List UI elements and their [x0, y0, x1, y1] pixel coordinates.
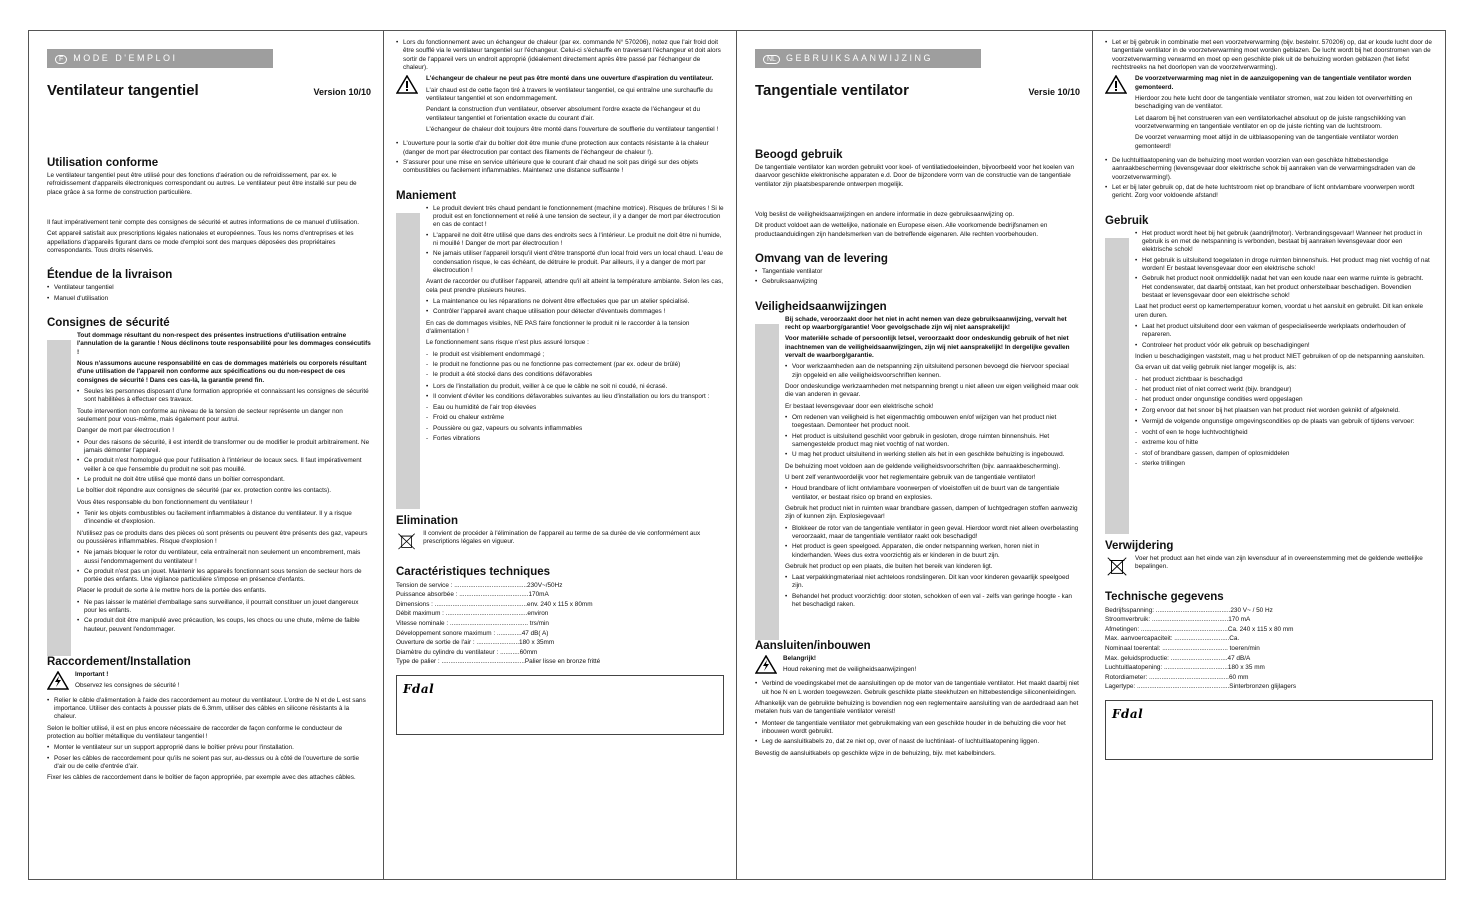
- paragraph: Houd rekening met de veiligheidsaanwijzingen!: [783, 665, 917, 673]
- paragraph: Avant de raccorder ou d'utiliser l'appareil, attendre qu'il ait atteint la température ambiante. Selon les cas, cela peut prendre plusieurs heures.: [426, 278, 723, 294]
- list-item: • L'ouverture pour la sortie d'air du boîtier doit être munie d'une protection aux contacts résistante à la chaleur (danger de mort par électrocution par contact des filaments de l'échangeur de chaleur !).: [403, 140, 724, 157]
- spec-line: Développement sonore maximum : ..............47 dB( A): [396, 629, 549, 637]
- list-item: • Houd brandbare of licht ontvlambare voorwerpen of vloeistoffen uit de buurt van de tangentiale ventilator, er bestaat risico op brand en explosies.: [792, 485, 1080, 502]
- warning-text: Voor materiële schade of persoonlijk letsel, veroorzaakt door ondeskundig gebruik of het niet inachtnemen van de veiligheidsaanwijzingen, zijn wij niet aansprakelijk! In dergelijke gevallen vervalt de waarborg/garantie.: [785, 335, 1070, 359]
- spec-line: Stroomverbruik: ...........................................170 mA: [1105, 616, 1251, 624]
- section-heading-safety: Consignes de sécurité: [47, 316, 170, 329]
- list-item: • Ce produit n'est homologué que pour l'utilisation à l'intérieur de locaux secs. Il faut impérativement veiller à ce que l'ensemble du produit ne soit pas mouillé.: [84, 457, 371, 474]
- spec-line: Nominaal toerental: ..................................... toeren/min: [1105, 645, 1260, 653]
- list-item: • Let er bij later gebruik op, dat de hete luchtstroom niet op brandbare of licht ontvlambare voorwerpen wordt gericht. Zorg voor voldoende afstand!: [1112, 184, 1433, 201]
- list-item: - stof of brandbare gassen, dampen of oplosmiddelen: [1142, 450, 1433, 458]
- list-item: - het product onder ongunstige condities werd opgeslagen: [1142, 396, 1433, 404]
- paragraph: Laat het product eerst op kamertemperatuur komen, voordat u het aansluit en gebruikt. Dit kan enkele uren duren.: [1135, 303, 1424, 319]
- list-item: • Il convient d'éviter les conditions défavorables suivantes au lieu d'installation ou lors du transport :: [433, 393, 724, 401]
- list-item: • Laat het product uitsluitend door een vakman of gespecialiseerde werkplaats onderhouden of repareren.: [1142, 323, 1433, 340]
- section-heading-use: Utilisation conforme: [47, 157, 159, 169]
- list-item: - le produit a été stocké dans des conditions défavorables: [433, 371, 724, 379]
- paragraph: Cet appareil satisfait aux prescriptions légales nationales et européennes. Tous les noms d'entreprises et les appellations d'appareils figurant dans ce mode d'emploi sont des marques déposées des propriétaires correspondants. Tous droits réservés.: [47, 230, 354, 254]
- page-fr-2: [383, 30, 737, 880]
- list-item: • Lors de l'installation du produit, veiller à ce que le câble ne soit ni coudé, ni écrasé.: [433, 383, 724, 391]
- list-item: • Relier le câble d'alimentation à l'aide des raccordement au moteur du ventilateur. L'ordre de N et de L est sans importance. Utiliser des contacts à pousser plats de 6.3mm, utiliser des câbles en silicone résistants à la chaleur.: [54, 697, 371, 722]
- warning-text: L'échangeur de chaleur ne peut pas être monté dans une ouverture d'aspiration du ventilateur.: [426, 75, 714, 83]
- list-item: • Le produit devient très chaud pendant le fonctionnement (machine motrice). Risques de brûlures ! Si le produit est en fonctionnement et relié à une tension de secteur, il y a danger de mort par électrocution en cas de contact !: [433, 205, 724, 230]
- paragraph: De behuizing moet voldoen aan de geldende veiligheidsvoorschriften (bijv. aanraakbescherming).: [785, 462, 1061, 470]
- paragraph: L'échangeur de chaleur doit toujours être monté dans l'ouverture de soufflerie du ventilateur tangentiel !: [426, 125, 719, 133]
- manual-banner: [755, 49, 981, 68]
- list-item: • Gebruiksaanwijzing: [762, 278, 1080, 286]
- list-item: - le produit ne fonctionne pas ou ne fonctionne pas correctement (par ex. odeur de brûlé): [433, 361, 724, 369]
- paragraph: Door ondeskundige werkzaamheden met netspanning brengt u niet alleen uw eigen veiligheid maar ook die van anderen in gevaar.: [785, 382, 1079, 399]
- spec-line: Vitesse nominale : ............................................ trs/min: [396, 620, 549, 628]
- list-item: - le produit est visiblement endommagé ;: [433, 351, 724, 359]
- paragraph: N'utilisez pas ce produits dans des pièces où sont présents ou peuvent être présents des gaz, vapeurs ou poussières inflammables. Risque d'explosion !: [77, 529, 368, 545]
- paragraph: Dit product voldoet aan de wettelijke, nationale en Europese eisen. Alle voorkomende bedrijfsnamen en productaanduidingen zijn handelsmerken van de betreffende eigenaren. Alle rechten voorbehouden.: [755, 222, 1048, 238]
- version-label: Version 10/10: [313, 87, 371, 97]
- list-item: • Seules les personnes disposant d'une formation appropriée et connaissant les consignes de sécurité sont habilitées à effectuer ces travaux.: [84, 388, 371, 405]
- spec-line: Lagertype: ....................................................Sinterbronzen glijlagers: [1105, 683, 1297, 691]
- spec-line: Débit maximum : ..............................................environ: [396, 610, 549, 618]
- list-item: • Ne jamais utiliser l'appareil lorsqu'il vient d'être transporté d'un local froid vers un local chaud. L'eau de condensation risque, le cas échéant, de détruire le produit. Par ailleurs, il y a danger de mort par électrocution !: [433, 250, 724, 275]
- paragraph: Voer het product aan het einde van zijn levensduur af in overeenstemming met de geldende wettelijke bepalingen.: [1135, 554, 1423, 570]
- important-label: Belangrijk!: [783, 654, 817, 662]
- paragraph: Pendant la construction d'un ventilateur, observer absolument l'ordre exacte de l'échangeur et du ventilateur tangentiel et l'orientation exacte du courant d'air.: [426, 106, 701, 122]
- list-item: • Manuel d'utilisation: [54, 295, 371, 303]
- list-item: • Om redenen van veiligheid is het eigenmachtig ombouwen en/of wijzigen van het product niet toegestaan. Demonteer het product nooit.: [792, 414, 1080, 431]
- list-item: • Ce produit n'est pas un jouet. Maintenir les appareils fonctionnant sous tension de secteur hors de portée des enfants. Une vigilance particulière s'impose en présence d'enfants.: [84, 568, 371, 585]
- list-item: • Het product is geen speelgoed. Apparaten, die onder netspanning werken, horen niet in kinderhanden. Wees dus extra voorzichtig als er kinderen in de buurt zijn.: [792, 543, 1080, 560]
- paragraph: Gebruik het product op een plaats, die buiten het bereik van kinderen ligt.: [785, 562, 993, 570]
- section-heading-use: Beoogd gebruik: [755, 149, 843, 161]
- brand-logo: Fdal: [1112, 707, 1144, 722]
- spec-line: Afmetingen: .................................................Ca. 240 x 115 x 80 mm: [1105, 625, 1294, 633]
- list-item: • Blokkeer de rotor van de tangentiale ventilator in geen geval. Hierdoor wordt niet alleen overbelasting veroorzaakt, maar de tangentiale ventilator raakt ook beschadigd!: [792, 525, 1080, 542]
- list-item: • Pour des raisons de sécurité, il est interdit de transformer ou de modifier le produit arbitrairement. Ne jamais démonter l'appareil.: [84, 439, 371, 456]
- list-item: - vocht of een te hoge luchtvochtigheid: [1142, 429, 1433, 437]
- list-item: • Ce produit doit être manipulé avec précaution, les coups, les chocs ou une chute, même de faible hauteur, peuvent l'endommager.: [84, 617, 371, 634]
- warning-text: Bij schade, veroorzaakt door het niet in acht nemen van deze gebruiksaanwijzing, vervalt het recht op waarborg/garantie! Voor gevolgschade zijn wij niet aansprakelijk!: [785, 315, 1067, 331]
- paragraph: Gebruik het product niet in ruimten waar brandbare gassen, dampen of luchtgedragen stoffen aanwezig zijn of kunnen zijn. Explosiegevaar!: [785, 504, 1078, 521]
- list-item: • L'appareil ne doit être utilisé que dans des endroits secs à l'intérieur. Le produit ne doit être ni humide, ni mouillé ! Danger de mort par électrocution !: [433, 232, 724, 249]
- list-item: • Zorg ervoor dat het snoer bij het plaatsen van het product niet worden geknikt of afgekneld.: [1142, 407, 1433, 415]
- list-item: • Laat verpakkingmateriaal niet achteloos rondslingeren. Dit kan voor kinderen gevaarlijk speelgoed zijn.: [792, 574, 1080, 591]
- banner-text: GEBRUIKSAANWIJZING: [785, 53, 933, 63]
- page-fr-1: [28, 30, 383, 880]
- list-item: - extreme kou of hitte: [1142, 439, 1433, 447]
- paragraph: En cas de dommages visibles, NE PAS faire fonctionner le produit ni le raccorder à la tension d'alimentation !: [426, 319, 690, 335]
- manual-banner: [47, 49, 273, 68]
- paragraph: Er bestaat levensgevaar door een elektrische schok!: [785, 402, 934, 410]
- language-badge: NL: [763, 55, 780, 64]
- page-nl-2: [1092, 30, 1446, 880]
- list-item: • Controleer het product vóór elk gebruik op beschadigingen!: [1142, 342, 1433, 350]
- language-badge: F: [55, 55, 67, 64]
- margin-bar: [755, 324, 779, 640]
- paragraph: U bent zelf verantwoordelijk voor het reglementaire gebruik van de tangentiale ventilator!: [785, 473, 1036, 481]
- paragraph: Ga ervan uit dat veilig gebruik niet langer mogelijk is, als:: [1135, 364, 1297, 372]
- section-heading-scope: Omvang van de levering: [755, 252, 888, 265]
- paragraph: Il convient de procéder à l'élimination de l'appareil au terme de sa durée de vie conformément aux prescriptions légales en vigueur.: [423, 529, 701, 545]
- brand-box: [396, 675, 724, 735]
- banner-text: MODE D'EMPLOI: [73, 53, 178, 63]
- brand-box: [1105, 700, 1433, 760]
- list-item: • Let er bij gebruik in combinatie met een voorzetverwarming (bijv. bestelnr. 570206) op, dat er koude lucht door de tangentiale ventilator in de voorzetverwarming moet worden geblazen. De lucht wordt bij het doorstromen van de voorzetverwarming verwarmd en moet op een geschikte plek uit de behuizing worden geblazen (het liefst rechtstreeks na het doorlopen van de voorzetverwarming).: [1112, 39, 1433, 72]
- spec-line: Luchtuitlaatopening: ....................................180 x 35 mm: [1105, 664, 1265, 672]
- spec-line: Tension de service : .........................................230V~/50Hz: [396, 581, 563, 589]
- page-nl-1: [737, 30, 1092, 880]
- list-item: • Verbind de voedingskabel met de aansluitingen op de motor van de tangentiale ventilator. Het maakt daarbij niet uit hoe N en L worden toegewezen. Gebruik geschikte platte steekhulzen en hittebestendige siliconenleidingen.: [762, 680, 1080, 697]
- paragraph: Vous êtes responsable du bon fonctionnement du ventilateur !: [77, 498, 253, 506]
- list-item: • Ne jamais bloquer le rotor du ventilateur, cela entraînerait non seulement un encombrement, mais aussi l'endommagement du ventilateur !: [84, 549, 371, 566]
- list-item: • Leg de aansluitkabels zo, dat ze niet op, over of naast de luchtinlaat- of luchtuitlaatopening liggen.: [762, 738, 1080, 746]
- paragraph: Il faut impérativement tenir compte des consignes de sécurité et autres informations de ce manuel d'utilisation.: [47, 218, 360, 226]
- paragraph: Volg beslist de veiligheidsaanwijzingen en andere informatie in deze gebruiksaanwijzing op.: [755, 210, 1014, 218]
- list-item: - Eau ou humidité de l'air trop élevées: [433, 404, 724, 412]
- list-item: - Poussière ou gaz, vapeurs ou solvants inflammables: [433, 425, 724, 433]
- list-item: • Het product wordt heet bij het gebruik (aandrijfmotor). Verbrandingsgevaar! Wanneer het product in gebruik is en met de netspanning is verbonden, bestaat bij aanraken levensgevaar door een elektrische schok!: [1142, 230, 1433, 255]
- crossed-bin-icon: [1105, 555, 1129, 577]
- section-heading-handling: Gebruik: [1105, 214, 1149, 227]
- section-heading-handling: Maniement: [396, 189, 457, 202]
- section-heading-connection: Raccordement/Installation: [47, 655, 191, 668]
- list-item: • Ne pas laisser le matériel d'emballage sans surveillance, il pourrait constituer un jouet dangereux pour les enfants.: [84, 599, 371, 616]
- section-heading-connection: Aansluiten/inbouwen: [755, 639, 871, 652]
- warning-text: De voorzetverwarming mag niet in de aanzuigopening van de tangentiale ventilator worden gemonteerd.: [1135, 75, 1412, 91]
- paragraph: De voorzet verwarming moet altijd in de uitblaasopening van de tangentiale ventilator worden gemonteerd!: [1135, 134, 1399, 150]
- section-heading-specs: Technische gegevens: [1105, 590, 1224, 603]
- list-item: • U mag het product uitsluitend in werking stellen als het in een geschikte behuizing is ingebouwd.: [792, 451, 1080, 459]
- spec-line: Diamètre du cylindre du ventilateur : ...........60mm: [396, 648, 538, 656]
- crossed-bin-icon: [396, 530, 417, 552]
- list-item: • Monter le ventilateur sur un support approprié dans le boîtier prévu pour l'installation.: [54, 744, 371, 752]
- list-item: • Poser les câbles de raccordement pour qu'ils ne soient pas sur, au-dessus ou à côté de l'ouverture de sortie d'air ou de celle d'entrée d'air.: [54, 755, 371, 772]
- paragraph: Indien u beschadigingen vaststelt, mag u het product NIET gebruiken of op de netspanning aansluiten.: [1135, 352, 1425, 360]
- list-item: • S'assurer pour une mise en service ultérieure que le courant d'air chaud ne soit pas dirigé sur des objets combustibles ou facilement inflammables. Maintenez une distance suffisante !: [403, 159, 724, 176]
- warning-icon: [396, 75, 418, 94]
- margin-bar: [47, 340, 71, 656]
- list-item: • Tangentiale ventilator: [762, 268, 1080, 276]
- paragraph: Let daarom bij het construeren van een ventilatorkachel absoluut op de juiste rangschikking van voorzetverwarming en tangentiale ventilator en op de juiste richting van de luchtstroom.: [1135, 114, 1406, 130]
- paragraph: L'air chaud est de cette façon tiré à travers le ventilateur tangentiel, ce qui entraîne une surchauffe du ventilateur tangentiel et son endommagement.: [426, 86, 713, 102]
- list-item: - Froid ou chaleur extrême: [433, 414, 724, 422]
- spec-line: Max. geluidsproductie: ................................47 dB/A: [1105, 654, 1251, 662]
- list-item: - het product zichtbaar is beschadigd: [1142, 376, 1433, 384]
- paragraph: Le fonctionnement sans risque n'est plus assuré lorsque :: [426, 339, 589, 347]
- paragraph: Le boîtier doit répondre aux consignes de sécurité (par ex. protection contre les contacts).: [77, 487, 331, 495]
- paragraph: Toute intervention non conforme au niveau de la tension de secteur représente un danger non seulement pour vous-même, mais également pour autrui.: [77, 407, 343, 423]
- list-item: • Lors du fonctionnement avec un échangeur de chaleur (par ex. commande N° 570206), notez que l'air froid doit être soufflé via le ventilateur tangentiel sur l'échangeur. Celui-ci s'échauffe en traversant l'échangeur et doit alors sortir de l'appareil vers un endroit approprié (idéalement directement après être passé par l'échangeur de chaleur).: [403, 39, 724, 72]
- list-item: - sterke trillingen: [1142, 460, 1433, 468]
- warning-icon: [47, 671, 69, 690]
- spec-line: Type de palier : ...............................................Palier lisse en bronze fritté: [396, 658, 601, 666]
- document-title: Tangentiale ventilator: [755, 82, 909, 99]
- list-item: • Le produit ne doit être utilisé que monté dans un boîtier correspondant.: [84, 476, 371, 484]
- section-heading-disposal: Verwijdering: [1105, 539, 1174, 552]
- margin-bar: [396, 213, 420, 509]
- paragraph: Placer le produit de sorte à le mettre hors de la portée des enfants.: [77, 587, 267, 595]
- spec-line: Rotordiameter: .............................................60 mm: [1105, 673, 1249, 681]
- section-heading-specs: Caractéristiques techniques: [396, 565, 551, 578]
- spec-line: Max. aanvoercapaciteit: ...............................Ca.: [1105, 635, 1240, 643]
- warning-icon: [1105, 75, 1127, 94]
- list-item: - het product niet of niet correct werkt (bijv. brandgeur): [1142, 386, 1433, 394]
- paragraph: Le ventilateur tangentiel peut être utilisé pour des fonctions d'aération ou de refroidissement, par ex. le refroidissement d'appareils électroniques correspondant ou autres. Le ventilateur peut être installé sur peu de place grâce à sa forme de construction particulière.: [47, 172, 357, 196]
- list-item: • Gebruik het product nooit onmiddellijk nadat het van een koude naar een warme ruimte is gebracht. Het condenswater, dat daarbij ontstaat, kan het product onherstelbaar beschadigen. Bovendien bestaat er levensgevaar door een elektrische schok!: [1142, 275, 1433, 300]
- list-item: • Contrôler l'appareil avant chaque utilisation pour détecter d'éventuels dommages !: [433, 308, 724, 316]
- spec-line: Puissance absorbée : .......................................170mA: [396, 591, 549, 599]
- list-item: • Vermijd de volgende ongunstige omgevingscondities op de plaats van gebruik of tijdens vervoer:: [1142, 418, 1433, 426]
- paragraph: Afhankelijk van de gebruikte behuizing is bovendien nog een reglementaire aansluiting van de aardedraad aan het metalen huis van de tangentiale ventilator vereist!: [755, 699, 1079, 716]
- spec-line: Bedrijfsspanning: ..........................................230 V~ / 50 Hz: [1105, 606, 1273, 614]
- paragraph: Hierdoor zou hete lucht door de tangentiale ventilator stromen, wat zou leiden tot oververhitting en beschadiging van de ventilator.: [1135, 94, 1413, 111]
- important-label: Important !: [75, 670, 109, 678]
- list-item: • Het gebruik is uitsluitend toegelaten in droge ruimten binnenshuis. Het product mag niet vochtig of nat worden! Er bestaat levensgevaar door een elektrische schok!: [1142, 257, 1433, 274]
- spec-line: Dimensions : ....................................................env. 240 x 115 x 80mm: [396, 600, 593, 608]
- list-item: • La maintenance ou les réparations ne doivent être effectuées que par un atelier spécialisé.: [433, 298, 724, 306]
- list-item: • Ventilateur tangentiel: [54, 284, 371, 292]
- paragraph: Fixer les câbles de raccordement dans le boîtier de façon appropriée, par exemple avec des attaches câbles.: [47, 774, 356, 782]
- warning-icon: [755, 655, 777, 674]
- paragraph: Danger de mort par électrocution !: [77, 427, 174, 435]
- section-heading-scope: Étendue de la livraison: [47, 269, 173, 282]
- paragraph: Observez les consignes de sécurité !: [75, 682, 180, 690]
- brand-logo: Fdal: [403, 682, 435, 697]
- margin-bar: [1105, 238, 1129, 534]
- list-item: - Fortes vibrations: [433, 435, 724, 443]
- warning-text: Nous n'assumons aucune responsabilité en cas de dommages matériels ou corporels résultant d'une utilisation de l'appareil non conforme aux spécifications ou du non-respect de ces consignes de sécurité ! Dans ces cas-là, la garantie prend fin.: [77, 359, 367, 384]
- list-item: • Behandel het product voorzichtig: door stoten, schokken of een val - zelfs van geringe hoogte - kan het beschadigd raken.: [792, 593, 1080, 610]
- list-item: • Voor werkzaamheden aan de netspanning zijn uitsluitend personen bevoegd die hiervoor speciaal zijn opgeleid en alle veiligheidsvoorschriften kennen.: [792, 363, 1080, 380]
- spec-line: Ouverture de sortie de l'air : ........................180 x 35mm: [396, 639, 555, 647]
- list-item: • Tenir les objets combustibles ou facilement inflammables à distance du ventilateur. Il y a risque d'incendie et d'explosion.: [84, 510, 371, 527]
- list-item: • De luchtuitlaatopening van de behuizing moet worden voorzien van een geschikte hittebestendige aanraakbescherming (levensgevaar door elektrische schok bij aanraken van de verwarmingsdraden van de voorzetverwarming!).: [1112, 157, 1433, 182]
- paragraph: De tangentiale ventilator kan worden gebruikt voor koel- of ventilatiedoeleinden, bijvoorbeeld voor het koelen van daarvoor geschikte elektronische apparaten e.d. Door de bijzondere vorm van de constructie van de tangentiale ventilator zijn plaatsbesparende ontwerpen mogelijk.: [755, 164, 1075, 188]
- section-heading-disposal: Elimination: [396, 514, 458, 527]
- section-heading-safety: Veiligheidsaanwijzingen: [755, 300, 887, 313]
- list-item: • Monteer de tangentiale ventilator met gebruikmaking van een geschikte houder in de behuizing die voor het inbouwen wordt gebruikt.: [762, 720, 1080, 737]
- warning-text: Tout dommage résultant du non-respect des présentes instructions d'utilisation entraîne l'annulation de la garantie ! Nous déclinons toute responsabilité pour les dommages consécutifs !: [77, 331, 371, 356]
- paragraph: Bevestig de aansluitkabels op geschikte wijze in de behuizing, bijv. met kabelbinders.: [755, 749, 996, 757]
- paragraph: Selon le boîtier utilisé, il est en plus encore nécessaire de raccorder de façon conforme le conducteur de protection au boîtier métallique du ventilateur tangentiel !: [47, 724, 343, 740]
- list-item: • Het product is uitsluitend geschikt voor gebruik in gesloten, droge ruimten binnenshuis. Het samengestelde product mag niet vochtig of nat worden.: [792, 433, 1080, 450]
- version-label: Versie 10/10: [1028, 87, 1080, 97]
- document-title: Ventilateur tangentiel: [47, 82, 199, 99]
